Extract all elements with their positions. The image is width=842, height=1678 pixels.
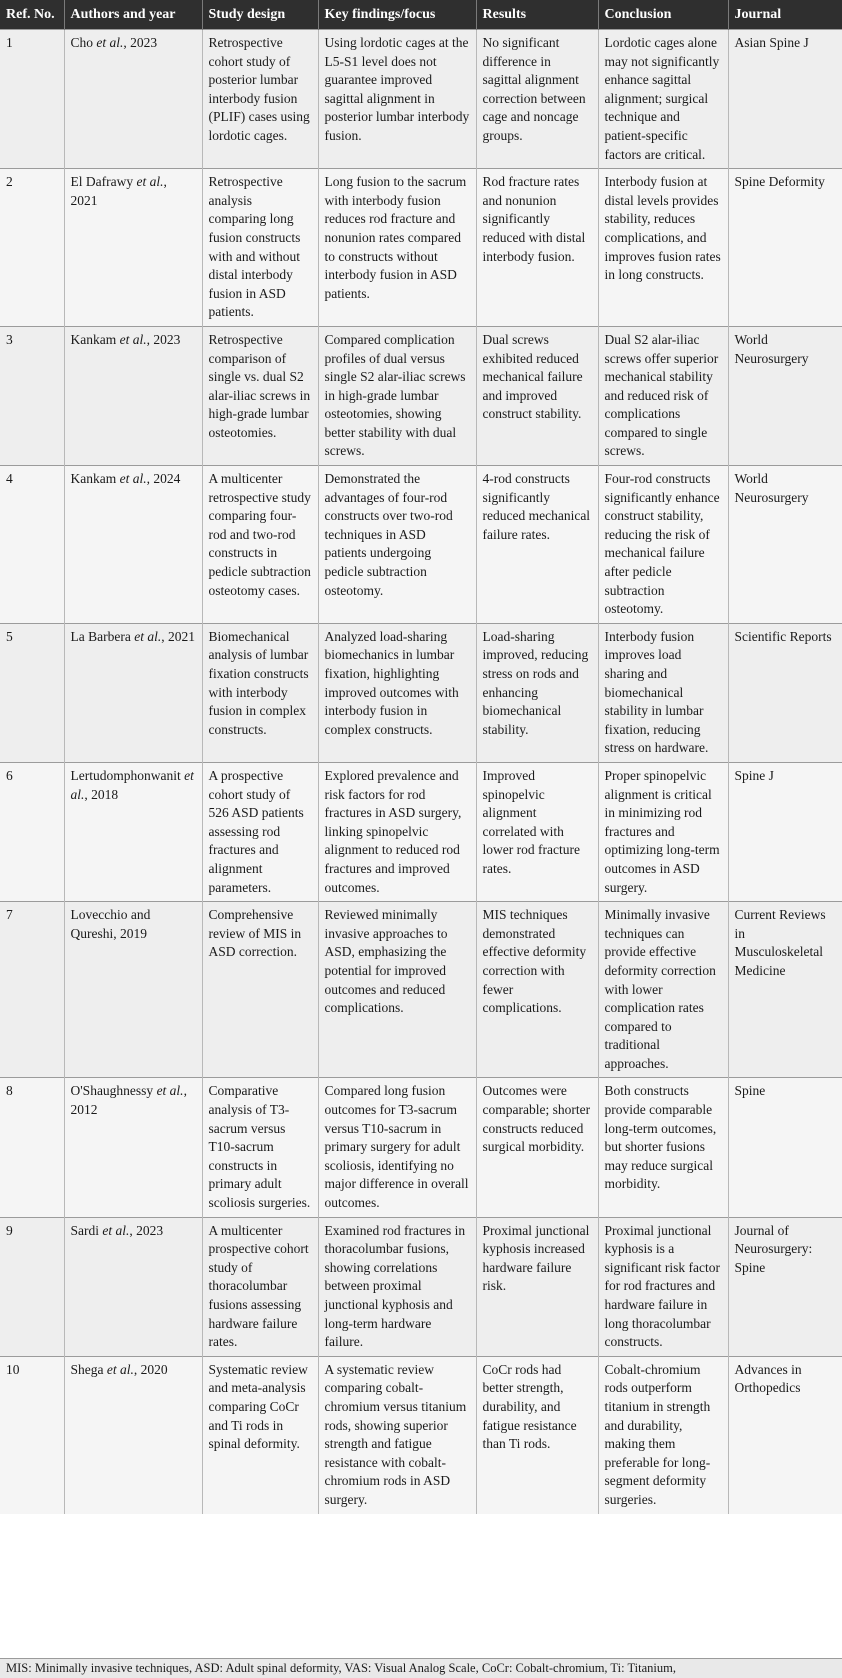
author-name: Kankam [70, 331, 117, 347]
cell-conclusion: Minimally invasive techniques can provide effective deformity correction with lower complication rates compared to traditional approaches. [598, 902, 728, 1078]
cell-journal: Advances in Orthopedics [728, 1356, 842, 1513]
author-year: , 2023 [123, 35, 158, 50]
author-year: , 2012 [70, 1083, 187, 1118]
cell-ref-no: 4 [0, 466, 64, 624]
cell-journal: Scientific Reports [728, 623, 842, 762]
cell-study-design: Comprehensive review of MIS in ASD correction. [202, 902, 318, 1078]
table-body [0, 30, 842, 1514]
cell-key-findings: Compared complication profiles of dual versus single S2 alar-iliac screws in high-grade lumbar osteotomies, showing better stability with dual screws. [318, 326, 476, 465]
cell-journal: Spine J [728, 762, 842, 901]
cell-key-findings: Reviewed minimally invasive approaches to ASD, emphasizing the potential for improved outcomes and reduced complications. [318, 902, 476, 1078]
author-et-al: et al. [99, 1222, 130, 1238]
cell-key-findings: Analyzed load-sharing biomechanics in lumbar fixation, highlighting improved outcomes with interbody fusion in complex constructs. [318, 623, 476, 762]
author-name: El Dafrawy [70, 174, 134, 190]
table-row [0, 1078, 842, 1217]
cell-journal: Spine Deformity [728, 169, 842, 327]
table-row [0, 762, 842, 901]
author-et-al: et al. [70, 767, 194, 802]
author-name: Kankam [70, 471, 117, 487]
cell-journal: World Neurosurgery [728, 466, 842, 624]
cell-study-design: Retrospective analysis comparing long fusion constructs with and without distal interbody fusion in ASD patients. [202, 169, 318, 327]
cell-authors-year [64, 623, 202, 762]
author-year: , 2023 [146, 331, 181, 347]
cell-results: Rod fracture rates and nonunion significantly reduced with distal interbody fusion. [476, 169, 598, 327]
cell-conclusion: Lordotic cages alone may not significantly enhance sagittal alignment; surgical technique and patient-specific factors are critical. [598, 30, 728, 169]
cell-results: No significant difference in sagittal alignment correction between cage and noncage groups. [476, 30, 598, 169]
cell-conclusion: Proper spinopelvic alignment is critical in minimizing rod fractures and optimizing long-term outcomes in ASD surgery. [598, 762, 728, 901]
header-row [0, 0, 842, 30]
cell-study-design: Comparative analysis of T3-sacrum versus T10-sacrum constructs in primary adult scoliosis surgeries. [202, 1078, 318, 1217]
header-conclusion: Conclusion [598, 0, 728, 30]
header-key-findings: Key findings/focus [318, 0, 476, 30]
cell-journal: Spine [728, 1078, 842, 1217]
table-header [0, 0, 842, 30]
header-ref-no: Ref. No. [0, 0, 64, 30]
cell-ref-no: 9 [0, 1217, 64, 1356]
cell-study-design: Biomechanical analysis of lumbar fixation constructs with interbody fusion in complex constructs. [202, 623, 318, 762]
cell-study-design: Retrospective cohort study of posterior lumbar interbody fusion (PLIF) cases using lordotic cages. [202, 30, 318, 169]
cell-results: Load-sharing improved, reducing stress on rods and enhancing biomechanical stability. [476, 623, 598, 762]
table-row [0, 466, 842, 624]
author-year: , 2021 [70, 174, 167, 208]
cell-results: Outcomes were comparable; shorter constructs reduced surgical morbidity. [476, 1078, 598, 1217]
header-authors-year: Authors and year [64, 0, 202, 30]
cell-conclusion: Proximal junctional kyphosis is a significant risk factor for rod fractures and hardware failure in long thoracolumbar constructs. [598, 1217, 728, 1356]
cell-results: 4-rod constructs significantly reduced mechanical failure rates. [476, 466, 598, 624]
table-row [0, 623, 842, 762]
cell-ref-no: 8 [0, 1078, 64, 1217]
header-results: Results [476, 0, 598, 30]
author-et-al: et al. [93, 35, 124, 50]
author-name: Cho [70, 35, 94, 50]
table-row [0, 902, 842, 1078]
cell-ref-no: 6 [0, 762, 64, 901]
author-et-al: et al. [116, 331, 147, 347]
table-row [0, 169, 842, 327]
cell-journal: Current Reviews in Musculoskeletal Medicine [728, 902, 842, 1078]
cell-ref-no: 1 [0, 30, 64, 169]
cell-results: Proximal junctional kyphosis increased hardware failure risk. [476, 1217, 598, 1356]
author-et-al: et al. [103, 1361, 134, 1377]
cell-ref-no: 3 [0, 326, 64, 465]
cell-study-design: Systematic review and meta-analysis comparing CoCr and Ti rods in spinal deformity. [202, 1356, 318, 1513]
cell-conclusion: Cobalt-chromium rods outperform titanium in strength and durability, making them preferable for long-segment deformity surgeries. [598, 1356, 728, 1513]
cell-results: CoCr rods had better strength, durability, and fatigue resistance than Ti rods. [476, 1356, 598, 1513]
author-et-al: et al. [153, 1083, 184, 1099]
cell-conclusion: Both constructs provide comparable long-term outcomes, but shorter fusions may reduce surgical morbidity. [598, 1078, 728, 1217]
cell-key-findings: Examined rod fractures in thoracolumbar fusions, showing correlations between proximal junctional kyphosis and long-term hardware failure. [318, 1217, 476, 1356]
cell-authors-year [64, 466, 202, 624]
cell-journal: Journal of Neurosurgery: Spine [728, 1217, 842, 1356]
table-footnote: MIS: Minimally invasive techniques, ASD: Adult spinal deformity, VAS: Visual Analog Scale, CoCr: Cobalt-chromium, Ti: Titanium, [0, 1658, 842, 1678]
cell-authors-year [64, 1217, 202, 1356]
cell-authors-year [64, 1356, 202, 1513]
author-et-al: et al. [133, 174, 164, 190]
cell-authors-year [64, 326, 202, 465]
cell-conclusion: Interbody fusion at distal levels provides stability, reduces complications, and improves fusion rates in long constructs. [598, 169, 728, 327]
author-year: , 2024 [146, 471, 181, 487]
header-study-design: Study design [202, 0, 318, 30]
author-year: , 2018 [84, 786, 119, 802]
cell-study-design: A multicenter prospective cohort study of thoracolumbar fusions assessing hardware failure rates. [202, 1217, 318, 1356]
cell-authors-year [64, 169, 202, 327]
cell-key-findings: Compared long fusion outcomes for T3-sacrum versus T10-sacrum in primary surgery for adult scoliosis, identifying no major difference in overall outcomes. [318, 1078, 476, 1217]
cell-key-findings: Demonstrated the advantages of four-rod constructs over two-rod techniques in ASD patients undergoing pedicle subtraction osteotomy. [318, 466, 476, 624]
cell-conclusion: Interbody fusion improves load sharing and biomechanical stability in lumbar fixation, reducing stress on hardware. [598, 623, 728, 762]
cell-key-findings: A systematic review comparing cobalt-chromium versus titanium rods, showing superior strength and fatigue resistance with cobalt-chromium rods in ASD surgery. [318, 1356, 476, 1513]
author-year: , 2023 [129, 1222, 164, 1238]
cell-ref-no: 10 [0, 1356, 64, 1513]
author-year: , 2020 [133, 1361, 168, 1377]
author-name: O'Shaughnessy [70, 1083, 154, 1099]
author-name: La Barbera [70, 628, 131, 644]
author-name: Lertudomphonwanit [70, 767, 181, 783]
header-journal: Journal [734, 6, 782, 22]
cell-key-findings: Explored prevalence and risk factors for rod fractures in ASD surgery, linking spinopelvic alignment to reduced rod fractures and improved outcomes. [318, 762, 476, 901]
cell-conclusion: Dual S2 alar-iliac screws offer superior mechanical stability and reduced risk of complications compared to single screws. [598, 326, 728, 465]
cell-authors-year [64, 762, 202, 901]
table-row [0, 1356, 842, 1513]
cell-key-findings: Using lordotic cages at the L5-S1 level does not guarantee improved sagittal alignment in posterior lumbar interbody fusion. [318, 30, 476, 169]
author-name: Shega [70, 1361, 104, 1377]
cell-study-design: A prospective cohort study of 526 ASD patients assessing rod fractures and alignment parameters. [202, 762, 318, 901]
table-row [0, 1217, 842, 1356]
cell-conclusion: Four-rod constructs significantly enhance construct stability, reducing the risk of mechanical failure after pedicle subtraction osteotomy. [598, 466, 728, 624]
cell-results: Dual screws exhibited reduced mechanical failure and improved construct stability. [476, 326, 598, 465]
cell-study-design: A multicenter retrospective study comparing four-rod and two-rod constructs in pedicle subtraction osteotomy cases. [202, 466, 318, 624]
table-row [0, 326, 842, 465]
cell-results: MIS techniques demonstrated effective deformity correction with fewer complications. [476, 902, 598, 1078]
table-row [0, 30, 842, 169]
cell-ref-no: 5 [0, 623, 64, 762]
cell-ref-no: 2 [0, 169, 64, 327]
cell-authors-year [64, 1078, 202, 1217]
author-name: Lovecchio and Qureshi [70, 907, 151, 941]
cell-ref-no: 7 [0, 902, 64, 1078]
cell-journal: World Neurosurgery [728, 326, 842, 465]
author-name: Sardi [70, 1222, 99, 1238]
author-et-al: et al. [116, 471, 147, 487]
cell-authors-year [64, 902, 202, 1078]
author-et-al: et al. [130, 628, 162, 644]
cell-authors-year [64, 30, 202, 169]
cell-study-design: Retrospective comparison of single vs. dual S2 alar-iliac screws in high-grade lumbar osteotomies. [202, 326, 318, 465]
cell-key-findings: Long fusion to the sacrum with interbody fusion reduces rod fracture and nonunion rates compared to constructs without interbody fusion in ASD patients. [318, 169, 476, 327]
cell-journal: Asian Spine J [728, 30, 842, 169]
author-year: , 2021 [161, 628, 195, 644]
author-year: , 2019 [113, 925, 147, 941]
cell-results: Improved spinopelvic alignment correlated with lower rod fracture rates. [476, 762, 598, 901]
